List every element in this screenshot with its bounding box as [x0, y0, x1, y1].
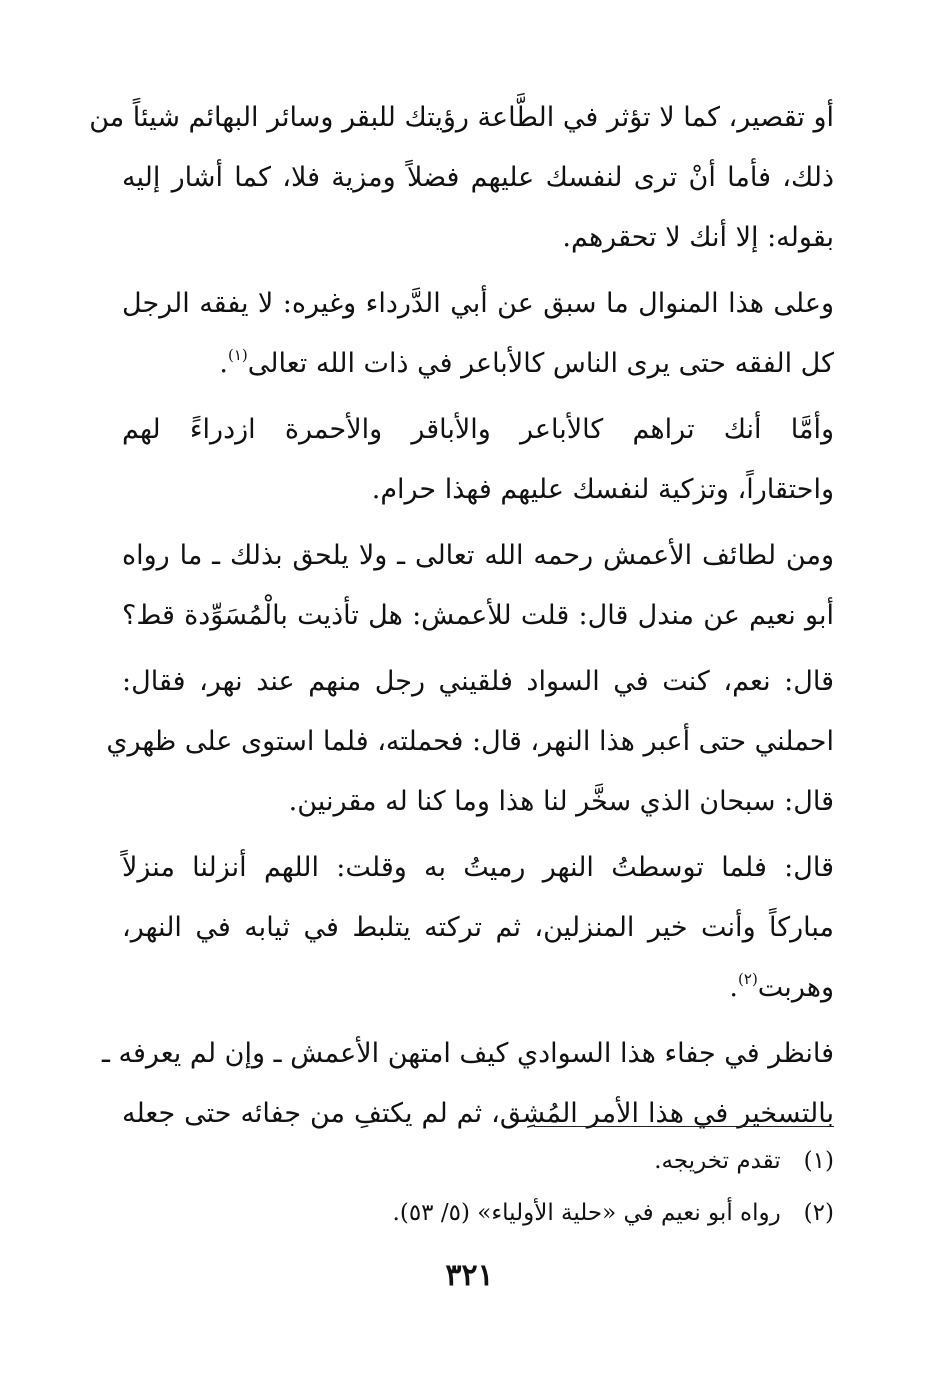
text-line: قال: نعم، كنت في السواد فلقيني رجل منهم عند نهر، فقال:	[122, 666, 834, 697]
text-line: بقوله: إلا أنك لا تحقرهم.	[562, 222, 834, 253]
text-line: أبو نعيم عن مندل قال: قلت للأعمش: هل تأذيت بالْمُسَوِّدة قط؟	[122, 600, 834, 631]
text-line: أو تقصير، كما لا تؤثر في الطَّاعة رؤيتك للبقر وسائر البهائم شيئاً من	[89, 102, 834, 133]
text-line-with-footnote	[122, 334, 834, 394]
text-line-with-footnote	[122, 958, 834, 1018]
text-line: وأمَّا أنك تراهم كالأباعر والأباقر والأحمرة ازدراءً لهم	[122, 414, 834, 445]
text-line: ذلك، فأما أنْ ترى لنفسك عليهم فضلاً ومزية فلا، كما أشار إليه	[122, 162, 834, 193]
page-number: ٣٢١	[445, 1258, 494, 1293]
footnote-number: (٢)	[803, 1200, 834, 1226]
text-line: احملني حتى أعبر هذا النهر، قال: فحملته، فلما استوى على ظهري	[106, 726, 834, 757]
text-line: بالتسخير في هذا الأمر المُشِق، ثم لم يكتفِ من جفائه حتى جعله	[122, 1098, 834, 1129]
paragraph-1	[89, 88, 834, 268]
text-segment: .	[729, 972, 739, 1003]
text-segment: .	[219, 348, 228, 379]
footnote-text: تقدم تخريجه.	[654, 1148, 781, 1174]
page-body	[89, 88, 834, 1144]
paragraph-3	[122, 400, 834, 520]
text-line: وعلى هذا المنوال ما سبق عن أبي الدَّرداء وغيره: لا يفقه الرجل	[122, 288, 834, 319]
paragraph-4	[122, 526, 834, 646]
footnote-1	[122, 1135, 834, 1187]
text-line: فانظر في جفاء هذا السوادي كيف امتهن الأعمش ـ وإن لم يعرفه ـ	[101, 1038, 834, 1069]
footnote-2	[122, 1187, 834, 1239]
text-line: ومن لطائف الأعمش رحمه الله تعالى ـ ولا يلحق بذلك ـ ما رواه	[122, 540, 834, 571]
footnote-text: رواه أبو نعيم في «حلية الأولياء» (٥/ ٥٣).	[392, 1200, 781, 1226]
footnote-ref-2[interactable]: (٢)	[738, 970, 758, 988]
paragraph-6	[122, 838, 834, 1018]
text-line: قال: فلما توسطتُ النهر رميتُ به وقلت: اللهم أنزلنا منزلاً	[122, 852, 834, 883]
footnote-ref-1[interactable]: (١)	[227, 346, 248, 364]
paragraph-5	[106, 652, 834, 832]
text-segment: كل الفقه حتى يرى الناس كالأباعر في ذات الله تعالى	[247, 348, 834, 379]
text-line: مباركاً وأنت خير المنزلين، ثم تركته يتلبط في ثيابه في النهر،	[122, 912, 834, 943]
paragraph-2	[122, 274, 834, 394]
text-line: قال: سبحان الذي سخَّر لنا هذا وما كنا له مقرنين.	[288, 786, 834, 817]
text-segment: وهربت	[757, 972, 834, 1003]
footnotes-section	[122, 1126, 834, 1239]
footnote-number: (١)	[803, 1148, 834, 1174]
text-line: واحتقاراً، وتزكية لنفسك عليهم فهذا حرام.	[371, 474, 834, 505]
